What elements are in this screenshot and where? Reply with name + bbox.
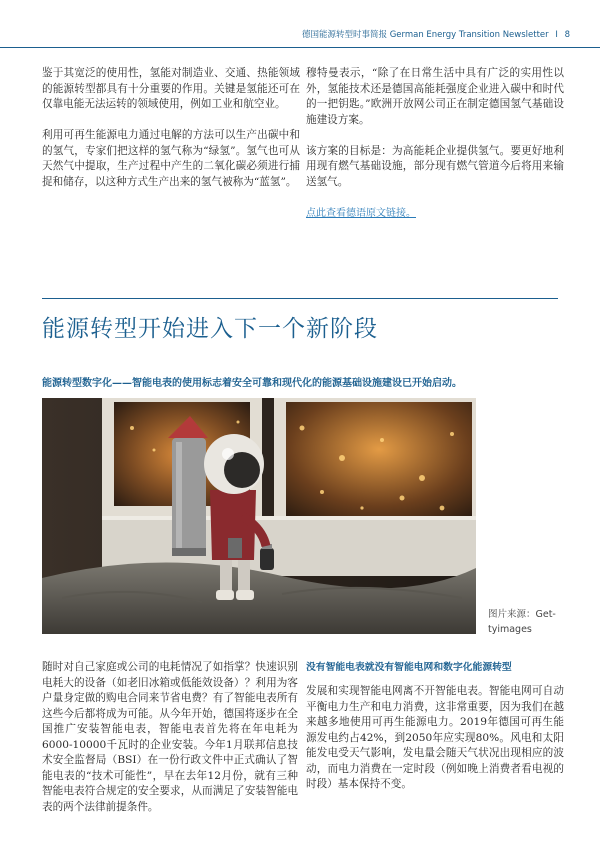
bottom-right-column xyxy=(306,684,564,808)
body-paragraph: 利用可再生能源电力通过电解的方法可以生产出碳中和的氢气，专家们把这样的氢气称为“绿氢”。氢气也可从天然气中提取，生产过程中产生的二氧化碳必须进行捕捉和储存，以这种方式生产出来的氢气被称为“蓝氢”。 xyxy=(42,129,300,188)
sub-heading: 没有智能电表就没有智能电网和数字化能源转型 xyxy=(306,662,512,673)
page-number: 8 xyxy=(564,30,570,40)
body-paragraph: 该方案的目标是：为高能耗企业提供氢气。要更好地利用现有燃气基础设施，部分现有燃气管道今后将用来输送氢气。 xyxy=(306,144,564,188)
page-header xyxy=(302,28,570,40)
top-left-column xyxy=(42,66,300,206)
body-paragraph: 随时对自己家庭或公司的电耗情况了如指掌？快速识别电耗大的设备（如老旧冰箱或低能效设备）？利用为客户量身定做的购电合同来节省电费？有了智能电表所有这些今后都将成为可能。从今年开始，德国将逐步在全国推广安装智能电表，智能电表首先将在年电耗为6000-10000千瓦时的企业安装。今年1月联邦信息技术安全监督局（BSI）在一份行政文件中正式确认了智能电表的“技术可能性”，早在去年12月份，就有三种智能电表符合规定的安全要求，从而满足了安装智能电表的两个法律前提条件。 xyxy=(42,661,298,813)
german-original-link[interactable]: 点此查看德语原文链接。 xyxy=(306,207,416,219)
body-paragraph: 穆特曼表示，“除了在日常生活中具有广泛的实用性以外，氢能技术还是德国高能耗强度企业进入碳中和时代的一把钥匙。”欧洲开放网公司正在制定德国氢气基础设施建设方案。 xyxy=(306,67,564,126)
child-astronaut-photo xyxy=(42,398,476,634)
section-lead: 能源转型数字化——智能电表的使用标志着安全可靠和现代化的能源基础设施建设已开始启动。 xyxy=(42,378,462,389)
body-paragraph: 发展和实现智能电网离不开智能电表。智能电网可自动平衡电力生产和电力消费，这非常重要，因为我们在越来越多地使用可再生能源电力。2019年德国可再生能源发电约占42%，到2050年应实现80%。风电和太阳能发电受天气影响，发电量会随天气状况出现相应的波动，而电力消费在一定时段（例如晚上消费者看电视的时段）基本保持不变。 xyxy=(306,685,564,790)
section-title: 能源转型开始进入下一个新阶段 xyxy=(42,316,378,342)
bottom-left-column xyxy=(42,660,298,831)
section-rule xyxy=(42,298,558,299)
top-right-column xyxy=(306,66,564,237)
header-rule xyxy=(0,47,600,48)
publication-title: 德国能源转型时事简报 xyxy=(301,30,387,40)
photo-caption: 图片来源：Get-tyimages xyxy=(488,609,556,635)
body-paragraph: 鉴于其宽泛的使用性，氢能对制造业、交通、热能领域的能源转型都具有十分重要的作用。关键是氢能还可在仅靠电能无法运转的领域使用，例如工业和航空业。 xyxy=(42,67,300,110)
publication-title-en: German Energy Transition Newsletter xyxy=(389,30,549,40)
header-separator: I xyxy=(555,30,558,40)
